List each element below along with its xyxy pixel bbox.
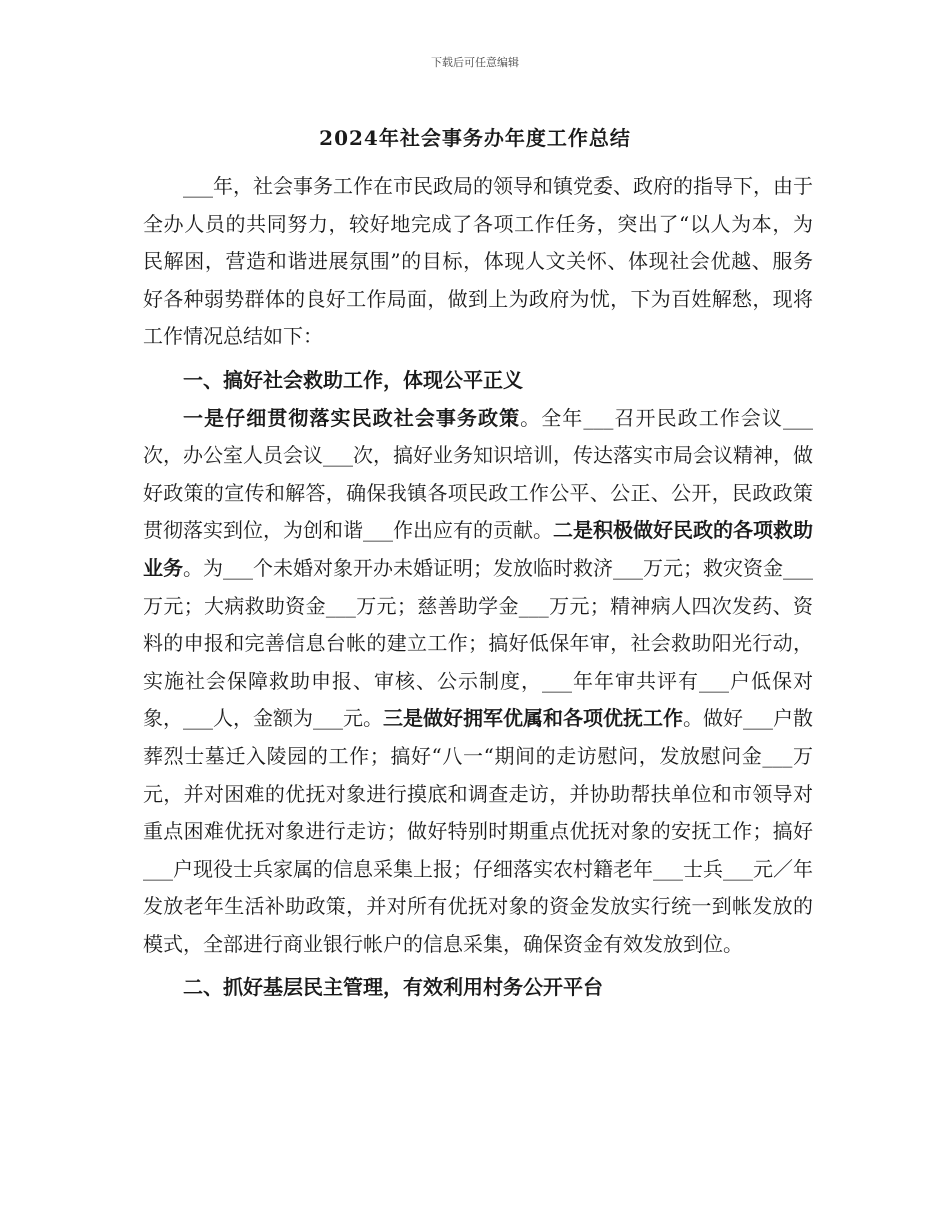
text-3: 。做好___户散葬烈士墓迁入陵园的工作；搞好“八一“期间的走访慰问，发放慰问金___万元，并对困难的优抚对象进行摸底和调查走访，并协助帮扶单位和市领导对重点困难优抚对象进行走访；做好特别时期重点优抚对象的安抚工作；搞好___户现役士兵家属的信息采集上报；仔细落实农村籍老年___士兵___元／年发放老年生活补助政策，并对所有优抚对象的资金发放实行统一到帐发放的模式，全部进行商业银行帐户的信息采集，确保资金有效发放到位。 [143, 706, 813, 956]
header-note: 下载后可任意编辑 [431, 56, 519, 69]
intro-paragraph: ___年，社会事务工作在市民政局的领导和镇党委、政府的指导下，由于全办人员的共同努力，较好地完成了各项工作任务，突出了“以人为本，为民解困，营造和谐进展氛围”的目标，体现人文关怀、体现社会优越、服务好各种弱势群体的良好工作局面，做到上为政府为忧，下为百姓解愁，现将工作情况总结如下： [143, 174, 813, 349]
lead-3: 三是做好拥军优属和各项优抚工作 [383, 706, 683, 731]
document-body [143, 168, 813, 1007]
document-title: 2024年社会事务办年度工作总结 [319, 126, 631, 150]
section-1-heading: 一、搞好社会救助工作，体现公平正义 [183, 367, 523, 392]
text-1: 。全年___召开民政工作会议___次，办公室人员会议___次，搞好业务知识培训，传达落实市局会议精神，做好政策的宣传和解答，确保我镇各项民政工作公平、公正、公开，民政政策贯彻落实到位，为创和谐___作出应有的贡献。 [143, 405, 814, 543]
section-1-paragraph [143, 400, 813, 964]
text-2: 。为___个未婚对象开办未婚证明；发放临时救济___万元；救灾资金___万元；大病救助资金___万元；慈善助学金___万元；精神病人四次发药、资料的申报和完善信息台帐的建立工作；搞好低保年审，社会救助阳光行动，实施社会保障救助申报、审核、公示制度，___年年审共评有___户低保对象，___人，金额为___元。 [143, 555, 813, 731]
lead-2: 二是积极做好民政的各项救助业务 [143, 518, 813, 580]
lead-1: 一是仔细贯彻落实民政社会事务政策 [183, 405, 521, 430]
section-2-heading: 二、抓好基层民主管理，有效利用村务公开平台 [183, 975, 603, 1000]
